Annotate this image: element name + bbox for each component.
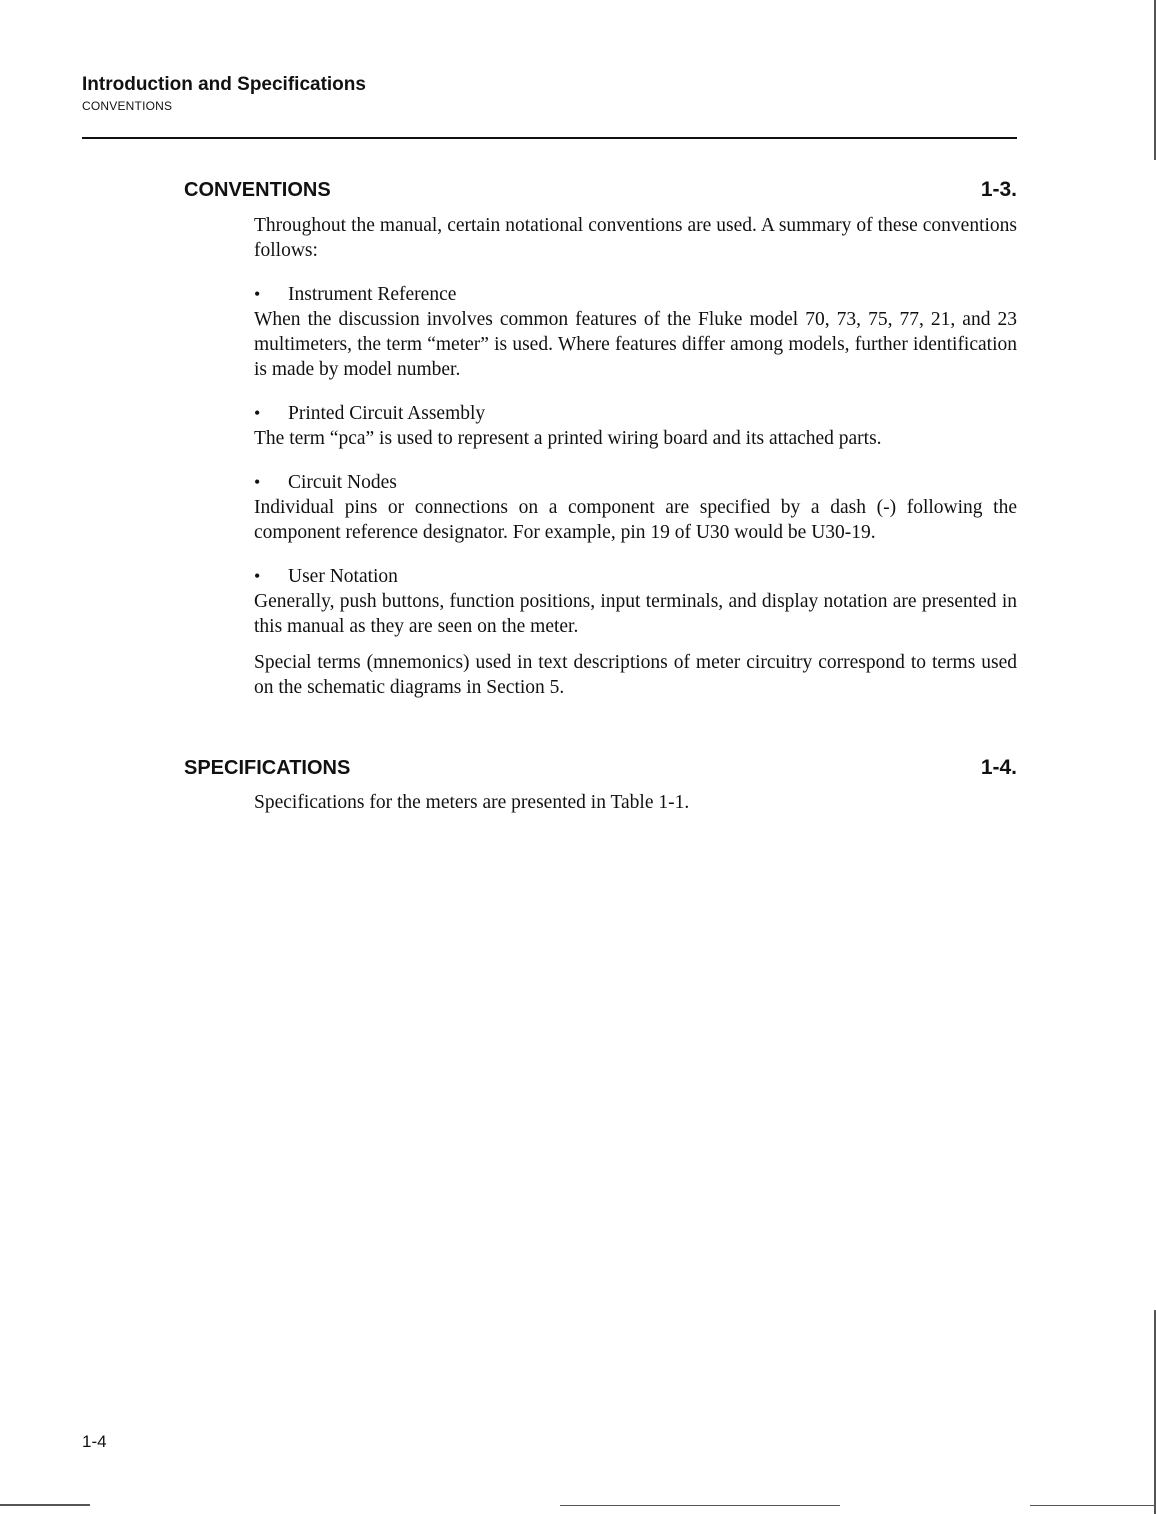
list-item-text: When the discussion involves common features of the Fluke model 70, 73, 75, 77, 21, and 23 multimeters, the term “meter” is used. Where features differ among models, further identification is made by model number. (254, 309, 1017, 380)
conventions-heading (184, 178, 1017, 202)
list-item (254, 401, 1017, 426)
bullet-icon: • (254, 566, 261, 586)
conventions-title: CONVENTIONS (184, 179, 331, 201)
list-item-text: Special terms (mnemonics) used in text descriptions of meter circuitry correspond to terms used on the schematic diagrams in Section 5. (254, 652, 1017, 698)
running-head (82, 74, 366, 114)
section-subtitle: CONVENTIONS (82, 99, 173, 113)
list-item (254, 470, 1017, 495)
specifications-heading (184, 756, 1017, 780)
specifications-text: Specifications for the meters are presented in Table 1-1. (254, 792, 690, 813)
list-item-text: Individual pins or connections on a component are specified by a dash (-) following the component reference designator. For example, pin 19 of U30 would be U30-19. (254, 497, 1017, 543)
bullet-icon: • (254, 472, 261, 492)
list-item-text: The term “pca” is used to represent a printed wiring board and its attached parts. (254, 428, 882, 449)
list-item-label: Circuit Nodes (288, 472, 397, 493)
list-item-text: Generally, push buttons, function positions, input terminals, and display notation are presented in this manual as they are seen on the meter. (254, 591, 1017, 637)
list-item-label: Printed Circuit Assembly (288, 403, 486, 424)
scan-edge (560, 1505, 840, 1506)
scan-edge (0, 1504, 90, 1506)
header-divider (82, 137, 1017, 139)
list-item-label: User Notation (288, 566, 398, 587)
conventions-number: 1-3. (980, 178, 1017, 201)
conventions-intro: Throughout the manual, certain notational conventions are used. A summary of these conventions follows: (254, 215, 1017, 261)
specifications-number: 1-4. (980, 756, 1017, 779)
bullet-icon: • (254, 403, 261, 423)
scan-edge (1030, 1505, 1156, 1506)
list-item (254, 282, 1017, 307)
specifications-title: SPECIFICATIONS (184, 757, 351, 779)
list-item (254, 564, 1017, 589)
conventions-body (254, 213, 1017, 700)
chapter-title: Introduction and Specifications (82, 74, 366, 95)
list-item-label: Instrument Reference (288, 284, 457, 305)
specifications-body (254, 790, 1017, 815)
bullet-icon: • (254, 284, 261, 304)
page-number: 1-4 (82, 1432, 107, 1451)
